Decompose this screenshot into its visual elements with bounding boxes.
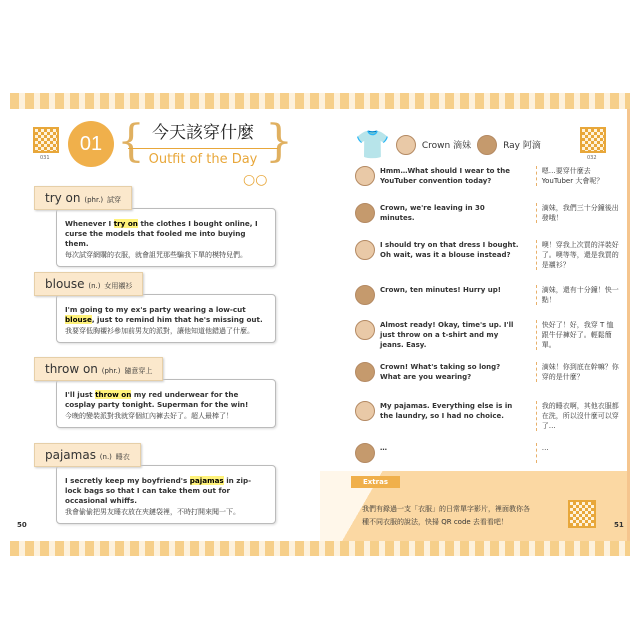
line-en: Hmm…What should I wear to the YouTuber convention today? xyxy=(380,167,510,185)
title-zh: 今天該穿什麼 xyxy=(152,123,254,143)
vocab-term xyxy=(34,186,132,210)
crown-avatar xyxy=(396,135,416,155)
line-en: Crown, we're leaving in 30 minutes. xyxy=(380,204,485,222)
line-zh: 快好了！好，我穿 T 恤跟牛仔褲好了。輕鬆簡單。 xyxy=(536,320,620,350)
dialogue-line xyxy=(355,240,620,270)
example-text: , just to remind him that he's missing out. xyxy=(91,315,263,324)
term-pos: (n.) xyxy=(88,282,101,290)
line-zh: 滴妹，我們三十分鐘後出發哦！ xyxy=(536,203,620,223)
example-en xyxy=(65,219,267,249)
lesson-title xyxy=(128,118,278,167)
vocab-term xyxy=(34,272,143,296)
glasses-icon: ○○ xyxy=(243,172,268,188)
example-text: I'm going to my ex's party wearing a low-cut xyxy=(65,305,246,314)
dialogue-line xyxy=(355,443,620,463)
ray-avatar xyxy=(355,362,375,382)
example-text: I'll just xyxy=(65,390,96,399)
highlight: pajamas xyxy=(189,476,224,485)
crown-avatar xyxy=(355,240,375,260)
example-en xyxy=(65,476,267,506)
term-meaning: 隨意穿上 xyxy=(124,367,153,375)
right-border xyxy=(627,109,630,541)
crown-avatar xyxy=(355,401,375,421)
qr-number: 032 xyxy=(587,155,597,161)
example-zh: 每次試穿網購的衣服，就會詛咒那些騙我下單的模特兒們。 xyxy=(65,251,247,259)
dialogue-line xyxy=(355,166,620,186)
dialogue-line xyxy=(355,203,620,223)
ray-avatar xyxy=(355,203,375,223)
crown-avatar xyxy=(355,320,375,340)
line-zh: 我的睡衣啊，其他衣服都在洗，所以沒什麼可以穿了… xyxy=(536,401,620,431)
example-text: in zip-lock bags so that I can take them out for occasional whiffs. xyxy=(65,476,252,505)
line-zh: 嗯…要穿什麼去 YouTuber 大會呢？ xyxy=(536,166,620,186)
example-zh: 今晚的變裝派對我就穿個紅內褲去好了。超人最棒了！ xyxy=(65,412,233,420)
term-meaning: 試穿 xyxy=(106,196,121,204)
page-number: 51 xyxy=(614,521,624,529)
example-text: the clothes I bought online, I curse the models that fooled me into buying them. xyxy=(65,219,258,248)
term-word: try on xyxy=(45,191,81,205)
dialogue-line xyxy=(355,285,620,305)
term-pos: (n.) xyxy=(99,453,112,461)
line-en: … xyxy=(380,444,387,452)
example-en xyxy=(65,305,267,325)
example-zh: 我會偷偷把男友睡衣放在夾鏈袋裡，不時打開來聞一下。 xyxy=(65,508,240,516)
line-en: Almost ready! Okay, time's up. I'll just throw on a t-shirt and my jeans. Easy. xyxy=(380,321,514,349)
line-zh: 噢！穿我上次買的洋裝好了。噢等等，還是我買的是襯衫？ xyxy=(536,240,620,270)
dialogue-line xyxy=(355,320,620,350)
highlight: throw on xyxy=(95,390,132,399)
cast-crown: Crown 滴妹 xyxy=(421,141,472,151)
line-en: Crown, ten minutes! Hurry up! xyxy=(380,286,501,294)
shirt-icon: 👕 xyxy=(355,128,390,161)
line-en: My pajamas. Everything else is in the laundry, so I had no choice. xyxy=(380,402,513,420)
term-meaning: 女用襯衫 xyxy=(104,282,133,290)
ray-avatar xyxy=(477,135,497,155)
line-en: I should try on that dress I bought. Oh wait, was it a blouse instead? xyxy=(380,241,519,259)
extras-text: 我們有錄過一支「衣服」的日常單字影片，裡面教你各種不同衣服的說法，快掃 QR code 去看看吧！ xyxy=(362,505,530,526)
qr-code[interactable] xyxy=(568,500,596,528)
example-text: I secretly keep my boyfriend's xyxy=(65,476,190,485)
example-text: my red underwear for the cosplay party tonight. Superman for the win! xyxy=(65,390,249,409)
term-pos: (phr.) xyxy=(84,196,104,204)
top-stripes xyxy=(10,93,630,109)
qr-number: 031 xyxy=(40,155,50,161)
highlight: blouse xyxy=(65,315,92,324)
ray-avatar xyxy=(355,285,375,305)
left-brace: { xyxy=(117,116,145,167)
term-word: blouse xyxy=(45,277,85,291)
example-en xyxy=(65,390,267,410)
page-number: 50 xyxy=(17,521,27,529)
vocab-term xyxy=(34,443,141,467)
example-card xyxy=(56,465,276,524)
line-zh: 滴妹，還有十分鐘！快一點！ xyxy=(536,285,620,305)
ray-avatar xyxy=(355,443,375,463)
example-card xyxy=(56,208,276,267)
term-word: throw on xyxy=(45,362,98,376)
example-text: Whenever I xyxy=(65,219,114,228)
example-card xyxy=(56,379,276,428)
lesson-number: 01 xyxy=(68,121,114,167)
line-zh: 滴妹！你到底在幹嘛？你穿的是什麼？ xyxy=(536,362,620,382)
qr-code[interactable] xyxy=(580,127,606,153)
title-en: Outfit of the Day xyxy=(128,148,278,167)
term-word: pajamas xyxy=(45,448,96,462)
vocab-term xyxy=(34,357,163,381)
crown-avatar xyxy=(355,166,375,186)
line-zh: … xyxy=(536,443,620,463)
cast xyxy=(355,128,541,161)
bottom-stripes xyxy=(10,540,630,556)
right-brace: } xyxy=(265,116,293,167)
dialogue-line xyxy=(355,401,620,431)
term-pos: (phr.) xyxy=(101,367,121,375)
example-zh: 我要穿低胸襯衫參加前男友的派對，讓他知道他錯過了什麼。 xyxy=(65,327,254,335)
dialogue-line xyxy=(355,362,620,382)
term-meaning: 睡衣 xyxy=(115,453,130,461)
line-en: Crown! What's taking so long? What are you wearing? xyxy=(380,363,501,381)
qr-code[interactable] xyxy=(33,127,59,153)
extras-label: Extras xyxy=(351,476,400,488)
cast-ray: Ray 阿滴 xyxy=(503,141,541,151)
example-card xyxy=(56,294,276,343)
highlight: try on xyxy=(113,219,138,228)
